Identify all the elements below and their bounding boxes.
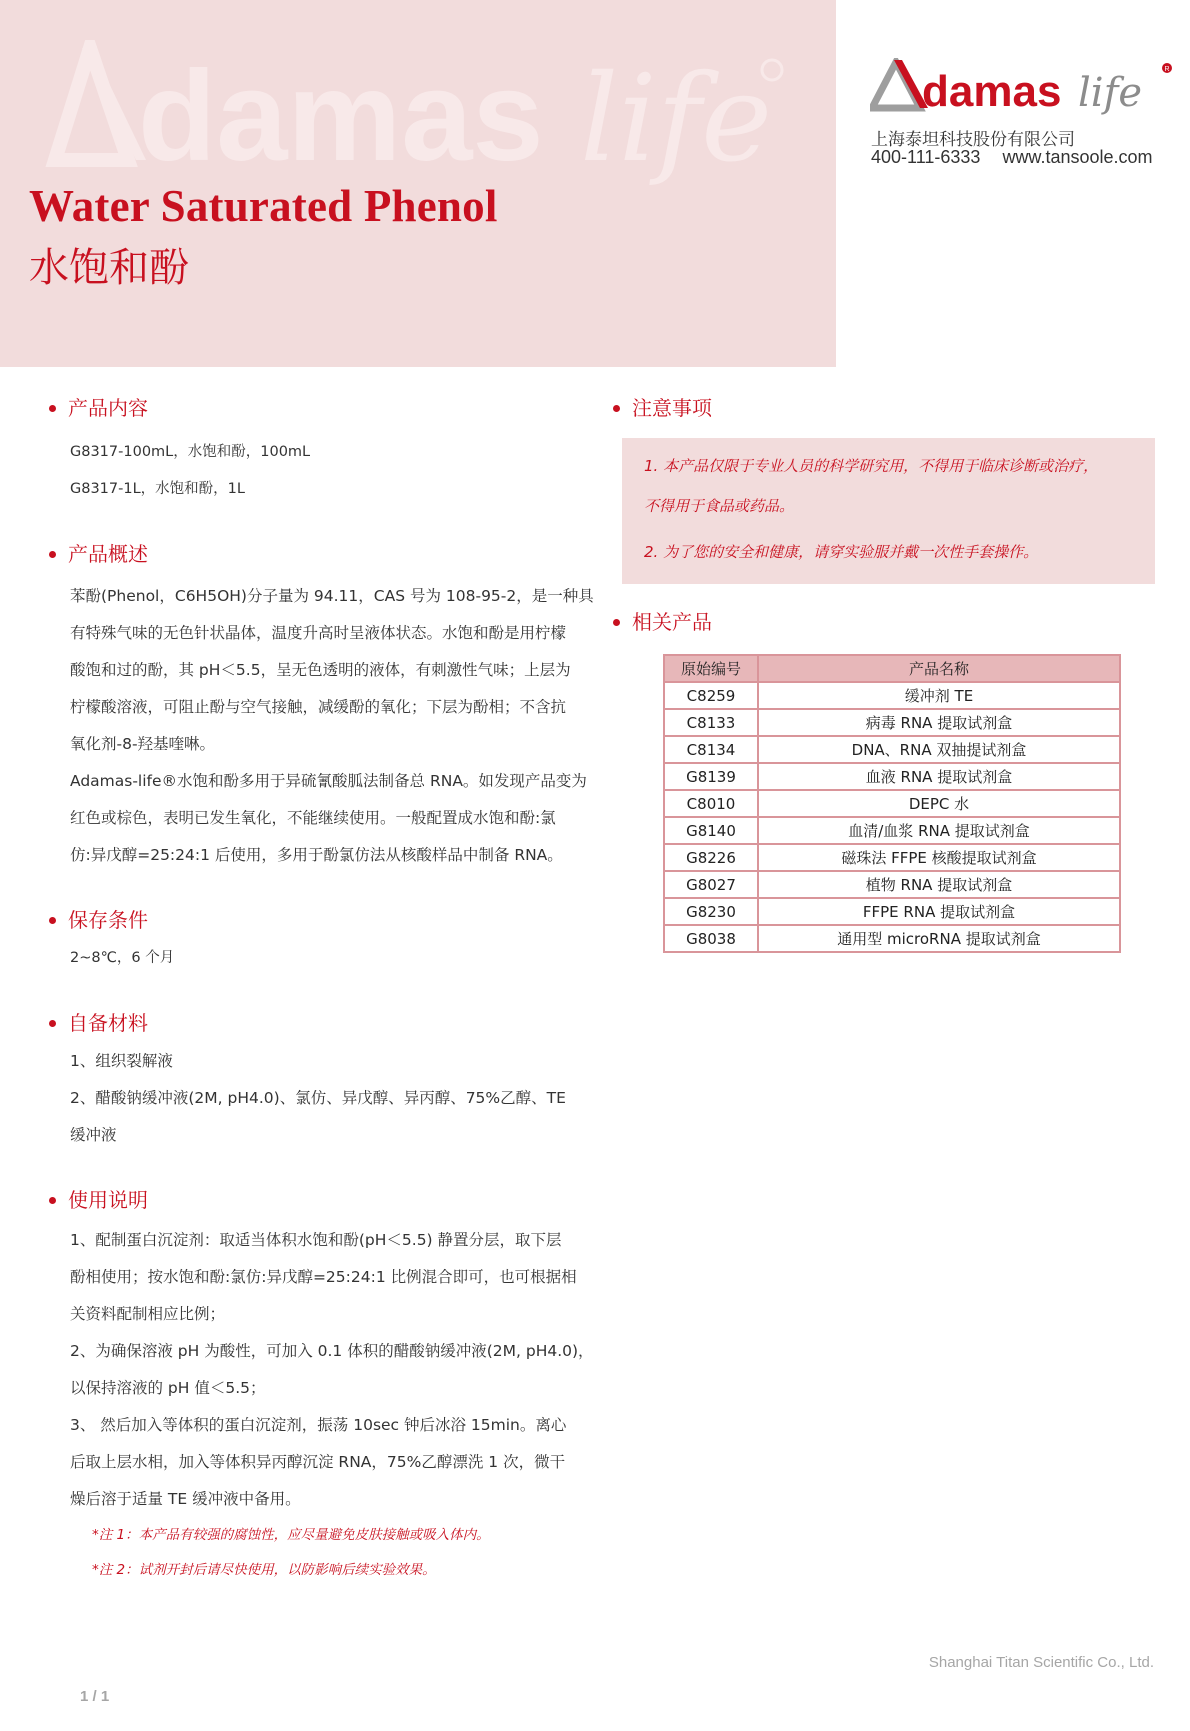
product-code: C8259	[664, 682, 758, 709]
table-row	[664, 817, 1120, 844]
caution-note: *注 2：试剂开封后请尽快使用，以防影响后续实验效果。	[92, 1562, 436, 1578]
product-code: G8230	[664, 898, 758, 925]
instruction-line: 2、为确保溶液 pH 为酸性，可加入 0.1 体积的醋酸钠缓冲液(2M, pH4.0)，	[70, 1342, 594, 1360]
table-row	[664, 736, 1120, 763]
bullet-icon	[49, 917, 56, 924]
table-row	[664, 709, 1120, 736]
instruction-line: 酚相使用；按水饱和酚:氯仿:异戊醇=25:24:1 比例混合即可，也可根据相	[70, 1268, 577, 1286]
overview-line: 红色或棕色，表明已发生氧化，不能继续使用。一般配置成水饱和酚:氯	[70, 809, 556, 827]
contents-item: G8317-1L，水饱和酚，1L	[70, 481, 245, 497]
precaution-item: 1. 本产品仅限于专业人员的科学研究用，不得用于临床诊断或治疗，	[644, 457, 1099, 475]
website-link[interactable]: www.tansoole.com	[1002, 147, 1153, 167]
instruction-line: 1、配制蛋白沉淀剂：取适当体积水饱和酚(pH＜5.5) 静置分层，取下层	[70, 1231, 562, 1249]
section-heading-instructions: 使用说明	[46, 1184, 606, 1216]
caution-note: *注 1：本产品有较强的腐蚀性，应尽量避免皮肤接触或吸入体内。	[92, 1527, 490, 1543]
product-code: C8010	[664, 790, 758, 817]
product-name: FFPE RNA 提取试剂盒	[758, 898, 1120, 925]
table-row	[664, 790, 1120, 817]
section-heading-storage: 保存条件	[46, 904, 606, 936]
precaution-item: 不得用于食品或药品。	[644, 497, 795, 515]
svg-text:life: life	[1078, 70, 1143, 116]
svg-text:damas: damas	[138, 45, 544, 188]
instruction-line: 3、 然后加入等体积的蛋白沉淀剂，振荡 10sec 钟后冰浴 15min。离心	[70, 1416, 567, 1434]
section-heading-materials: 自备材料	[46, 1007, 606, 1039]
instruction-line: 燥后溶于适量 TE 缓冲液中备用。	[70, 1490, 301, 1508]
product-code: G8140	[664, 817, 758, 844]
brand-block	[870, 58, 1180, 168]
svg-text:R: R	[1164, 66, 1170, 73]
table-row	[664, 844, 1120, 871]
product-code: C8133	[664, 709, 758, 736]
contact-line	[871, 147, 1153, 168]
product-code: G8027	[664, 871, 758, 898]
page-number: 1 / 1	[80, 1688, 110, 1705]
product-code: G8226	[664, 844, 758, 871]
product-name: DEPC 水	[758, 790, 1120, 817]
storage-text: 2~8℃，6 个月	[70, 950, 175, 966]
company-name-zh: 上海泰坦科技股份有限公司	[871, 130, 1075, 150]
product-code: G8139	[664, 763, 758, 790]
left-column	[46, 392, 606, 1588]
instruction-line: 后取上层水相，加入等体积异丙醇沉淀 RNA，75%乙醇漂洗 1 次，微干	[70, 1453, 566, 1471]
table-row	[664, 763, 1120, 790]
product-name: 病毒 RNA 提取试剂盒	[758, 709, 1120, 736]
overview-line: 有特殊气味的无色针状晶体，温度升高时呈液体状态。水饱和酚是用柠檬	[70, 624, 567, 642]
product-name: 通用型 microRNA 提取试剂盒	[758, 925, 1120, 952]
right-column	[610, 392, 1170, 953]
bullet-icon	[613, 619, 620, 626]
product-name: 磁珠法 FFPE 核酸提取试剂盒	[758, 844, 1120, 871]
contents-item: G8317-100mL，水饱和酚，100mL	[70, 444, 311, 460]
overview-line: 氧化剂-8-羟基喹啉。	[70, 735, 216, 753]
bullet-icon	[49, 405, 56, 412]
section-heading-contents: 产品内容	[46, 392, 606, 424]
product-name: 缓冲剂 TE	[758, 682, 1120, 709]
product-code: C8134	[664, 736, 758, 763]
materials-line: 缓冲液	[70, 1126, 117, 1144]
section-heading-precautions: 注意事项	[610, 392, 1170, 424]
bullet-icon	[49, 1197, 56, 1204]
related-products-table	[663, 654, 1121, 953]
overview-line: 仿:异戊醇=25:24:1 后使用，多用于酚氯仿法从核酸样品中制备 RNA。	[70, 846, 563, 864]
section-heading-related: 相关产品	[610, 606, 1170, 638]
section-heading-overview: 产品概述	[46, 538, 606, 570]
phone-number: 400-111-6333	[871, 147, 981, 167]
svg-text:life: life	[580, 50, 773, 189]
svg-text:damas: damas	[922, 67, 1062, 116]
bullet-icon	[49, 1020, 56, 1027]
materials-line: 2、醋酸钠缓冲液(2M, pH4.0)、氯仿、异戊醇、异丙醇、75%乙醇、TE	[70, 1089, 566, 1107]
bullet-icon	[49, 551, 56, 558]
materials-line: 1、组织裂解液	[70, 1052, 173, 1070]
product-name: 植物 RNA 提取试剂盒	[758, 871, 1120, 898]
product-title-zh: 水饱和酚	[29, 245, 189, 291]
instruction-line: 以保持溶液的 pH 值＜5.5；	[70, 1379, 266, 1397]
footer-company-name: Shanghai Titan Scientific Co., Ltd.	[928, 1654, 1154, 1671]
table-row	[664, 925, 1120, 952]
column-header-name: 产品名称	[758, 655, 1120, 682]
product-code: G8038	[664, 925, 758, 952]
precaution-item: 2. 为了您的安全和健康，请穿实验服并戴一次性手套操作。	[644, 543, 1039, 561]
overview-line: 苯酚(Phenol，C6H5OH)分子量为 94.11，CAS 号为 108-95-2，是一种具	[70, 587, 594, 605]
table-row	[664, 682, 1120, 709]
product-name: 血液 RNA 提取试剂盒	[758, 763, 1120, 790]
table-header-row	[664, 655, 1120, 682]
adamas-life-watermark-logo	[20, 40, 820, 200]
overview-line: 酸饱和过的酚，其 pH＜5.5，呈无色透明的液体，有刺激性气味；上层为	[70, 661, 571, 679]
precautions-box	[622, 438, 1155, 584]
overview-line: 柠檬酸溶液，可阻止酚与空气接触，减缓酚的氧化；下层为酚相；不含抗	[70, 698, 567, 716]
table-row	[664, 871, 1120, 898]
product-name: 血清/血浆 RNA 提取试剂盒	[758, 817, 1120, 844]
bullet-icon	[613, 405, 620, 412]
adamas-life-logo	[870, 58, 1180, 120]
product-name: DNA、RNA 双抽提试剂盒	[758, 736, 1120, 763]
instruction-line: 关资料配制相应比例；	[70, 1305, 226, 1323]
header-band	[0, 0, 836, 367]
column-header-code: 原始编号	[664, 655, 758, 682]
product-title-en: Water Saturated Phenol	[29, 181, 498, 231]
table-row	[664, 898, 1120, 925]
overview-line: Adamas-life®水饱和酚多用于异硫氰酸胍法制备总 RNA。如发现产品变为	[70, 772, 587, 790]
